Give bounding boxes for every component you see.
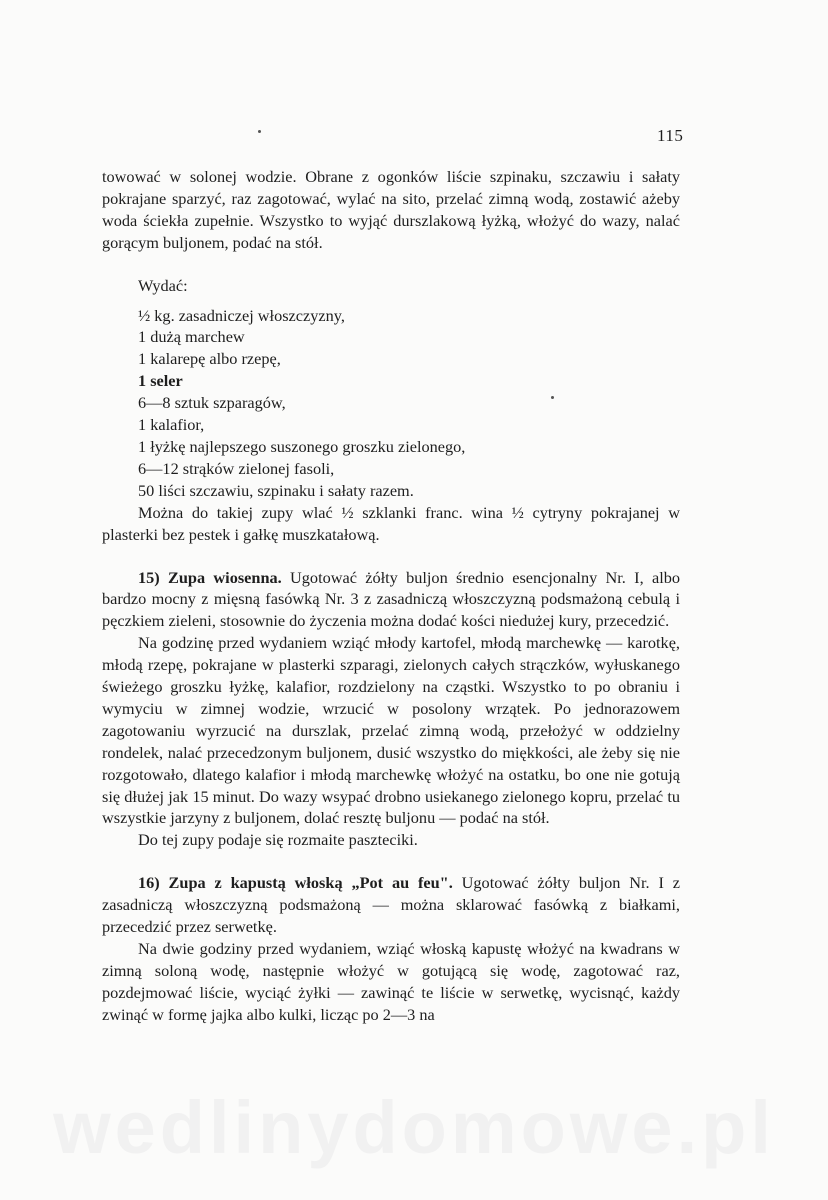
ingredient-item: 6—12 strąków zielonej fasoli, [138,458,335,478]
recipe-16-title: 16) Zupa z kapustą włoską „Pot au feu". [138,873,453,893]
ingredients-heading: Wydać: [138,275,188,295]
ingredient-item: 1 łyżkę najlepszego suszonego groszku zielonego, [138,436,466,456]
recipe-15-paragraph-3: Do tej zupy podaje się rozmaite paszteciki. [138,830,418,850]
opening-paragraph: towować w solonej wodzie. Obrane z ogonków liście szpinaku, szczawiu i sałaty pokrajane sparzyć, raz zagotować, wylać na sito, przelać zimną wodą, zostawić ażeby woda ściekła zupełnie. Wszystko to wyjąć durszlakową łyżką, włożyć do wazy, nalać gorącym buljonem, podać na stół. [102,167,680,252]
recipe-16-intro: Ugotować żółty buljon Nr. I z zasadniczą włoszczyzną podsmażoną — można sklarować fasówką z białkami, przecedzić przez serwetkę. [102,873,680,937]
ingredient-item: 1 kalarepę albo rzepę, [138,349,281,369]
page-text [102,166,680,1026]
ingredient-item: 50 liści szczawiu, szpinaku i sałaty razem. [138,480,414,500]
ingredient-item: 1 kalafior, [138,415,205,435]
ingredient-item: 1 seler [138,371,183,391]
ingredients-note: Można do takiej zupy wlać ½ szklanki franc. wina ½ cytryny pokrajanej w plasterki bez pestek i gałkę muszkatałową. [102,502,680,544]
recipe-15-paragraph-1 [102,567,680,633]
watermark: wedlinydomowe.pl [53,1086,775,1169]
ingredients-list [102,305,680,502]
ingredient-item: ½ kg. zasadniczej włoszczyzny, [138,305,345,325]
print-speck [258,130,261,133]
recipe-16-paragraph-1 [102,872,680,938]
page-number: 115 [657,126,684,145]
recipe-15-title: 15) Zupa wiosenna. [138,567,282,587]
recipe-15-paragraph-2: Na godzinę przed wydaniem wziąć młody kartofel, młodą marchewkę — karotkę, młodą rzepę, pokrajane w plasterki szparagi, zielonych całych strączków, wyłuskanego świeżego groszku łyżkę, kalafior, rozdzielony na cząstki. Wszystko to po obraniu i wymyciu w zimnej wodzie, wrzucić w posolony wrzątek. Po jednorazowem zagotowaniu wyrzucić na durszlak, przelać zimną wodą, przełożyć w oddzielny rondelek, nalać przecedzonym buljonem, dusić wszystko do miękkości, ale żeby się nie rozgotowało, dlatego kalafior i młodą marchewkę włożyć na ostatku, bo one nie gotują się dłużej jak 15 minut. Do wazy wsypać drobno usiekanego zielonego kopru, przelać tu wszystkie jarzyny z buljonem, dolać resztę buljonu — podać na stół. [102,633,680,828]
recipe-16-paragraph-2: Na dwie godziny przed wydaniem, wziąć włoską kapustę włożyć na kwadrans w zimną soloną wodę, następnie włożyć w gotującą się wodę, zagotować raz, pozdejmować liście, wyciąć żyłki — zawinąć te liście w serwetkę, wycisnąć, każdy zwinąć w formę jajka albo kulki, licząc po 2—3 na [102,939,680,1024]
ingredient-item: 6—8 sztuk szparagów, [138,393,286,413]
ingredient-item: 1 dużą marchew [138,327,245,347]
recipe-15-intro: Ugotować żółty buljon średnio esencjonalny Nr. I, albo bardzo mocny z mięsną fasówką Nr. 3 z zasadniczą włoszczyzną podsmażoną cebulą i pęczkiem zieleni, stosownie do życzenia można dodać kości niedużej kury, przecedzić. [102,567,680,631]
